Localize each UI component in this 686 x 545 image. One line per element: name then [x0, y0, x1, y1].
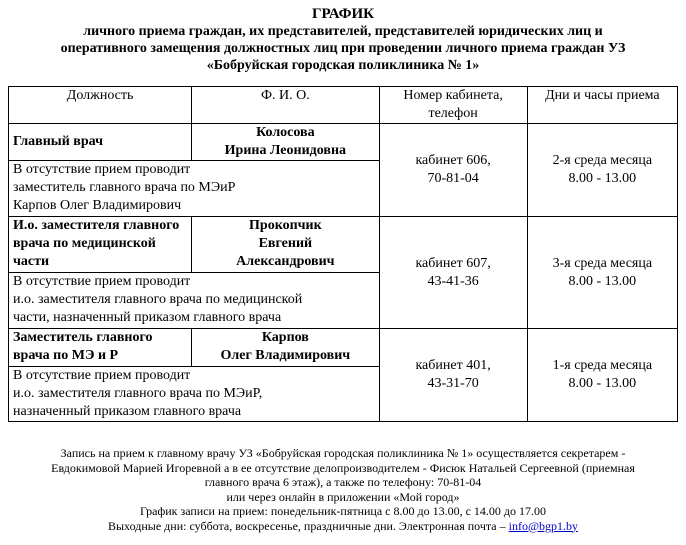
cabinet-number: кабинет 401, [415, 358, 491, 373]
position-cell: И.о. заместителя главного врача по медицинской части [9, 217, 192, 273]
note-line: заместитель главного врача по МЭиР [13, 180, 236, 195]
cabinet-phone: 43-31-70 [427, 376, 479, 391]
hours-cell [527, 329, 677, 422]
position-cell: Заместитель главного врача по МЭ и Р [9, 329, 192, 367]
footer-line: График записи на прием: понедельник-пятница с 8.00 до 13.00, с 14.00 до 17.00 [139, 504, 547, 518]
hours-cell [527, 124, 677, 217]
reception-day: 3-я среда месяца [552, 255, 653, 271]
fio-line: Карпов [261, 330, 309, 345]
reception-day: 1-я среда месяца [552, 358, 653, 373]
reception-hours: 8.00 - 13.00 [568, 171, 637, 186]
footer-info [0, 446, 686, 533]
reception-hours: 8.00 - 13.00 [568, 376, 637, 391]
table-row [9, 124, 678, 161]
header-position: Должность [9, 87, 192, 124]
email-link[interactable]: info@bgp1.by [508, 518, 579, 533]
note-line: В отсутствие прием проводит [13, 162, 191, 177]
fio-cell [192, 217, 379, 273]
footer-weekend-text: Выходные дни: суббота, воскресенье, праздничные дни. Электронная почта – [107, 518, 509, 533]
footer-line: Евдокимовой Марией Игоревной а в ее отсутствие делопроизводителем - Фисюк Натальей Сергеевной (приемная [51, 460, 635, 475]
table-row [9, 329, 678, 367]
title-line-3: «Бобруйская городская поликлиника № 1» [206, 58, 480, 73]
table-row [9, 217, 678, 273]
fio-line: Колосова [256, 125, 315, 140]
fio-line: Александрович [236, 254, 335, 269]
title-line-1: личного приема граждан, их представителей, представителей юридических лиц и [83, 24, 603, 39]
table-header-row [9, 87, 678, 124]
note-line: назначенный приказом главного врача [13, 404, 242, 419]
fio-line: Евгений [258, 236, 313, 251]
cabinet-number: кабинет 606, [415, 153, 491, 168]
fio-line: Прокопчик [249, 218, 322, 233]
fio-cell [192, 124, 379, 161]
header-hours: Дни и часы приема [527, 87, 677, 124]
hours-cell [527, 217, 677, 329]
header-cabinet: Номер кабинета, телефон [379, 87, 527, 124]
cabinet-phone: 70-81-04 [427, 171, 479, 186]
schedule-table [8, 86, 678, 422]
footer-line: или через онлайн в приложении «Мой город» [226, 489, 460, 504]
reception-hours: 8.00 - 13.00 [568, 273, 637, 289]
fio-line: Ирина Леонидовна [224, 143, 347, 158]
cabinet-cell [379, 217, 527, 329]
note-line: и.о. заместителя главного врача по медицинской [13, 292, 303, 307]
reception-day: 2-я среда месяца [552, 153, 653, 168]
header-fio: Ф. И. О. [192, 87, 379, 124]
cabinet-number: кабинет 607, [415, 255, 491, 271]
note-line: В отсутствие прием проводит [13, 368, 191, 383]
title-line-2: оперативного замещения должностных лиц при проведении личного приема граждан УЗ [60, 41, 626, 56]
note-line: и.о. заместителя главного врача по МЭиР, [13, 386, 263, 401]
cabinet-phone: 43-41-36 [427, 273, 479, 289]
fio-line: Олег Владимирович [220, 348, 351, 363]
note-line: В отсутствие прием проводит [13, 274, 191, 289]
note-line: части, назначенный приказом главного врача [13, 310, 282, 325]
fio-cell [192, 329, 379, 367]
footer-line-contacts [0, 519, 686, 534]
note-line: Карпов Олег Владимирович [13, 198, 182, 213]
footer-line: главного врача 6 этаж), а также по телефону: 70-81-04 [204, 475, 482, 489]
cabinet-cell [379, 124, 527, 217]
substitute-note [9, 367, 380, 422]
cabinet-cell [379, 329, 527, 422]
substitute-note [9, 273, 380, 329]
document-title [0, 0, 686, 74]
title-main: ГРАФИК [311, 6, 375, 22]
substitute-note [9, 161, 380, 217]
position-cell: Главный врач [9, 124, 192, 161]
footer-line: Запись на прием к главному врачу УЗ «Бобруйская городская поликлиника № 1» осуществляется секретарем - [60, 446, 626, 460]
